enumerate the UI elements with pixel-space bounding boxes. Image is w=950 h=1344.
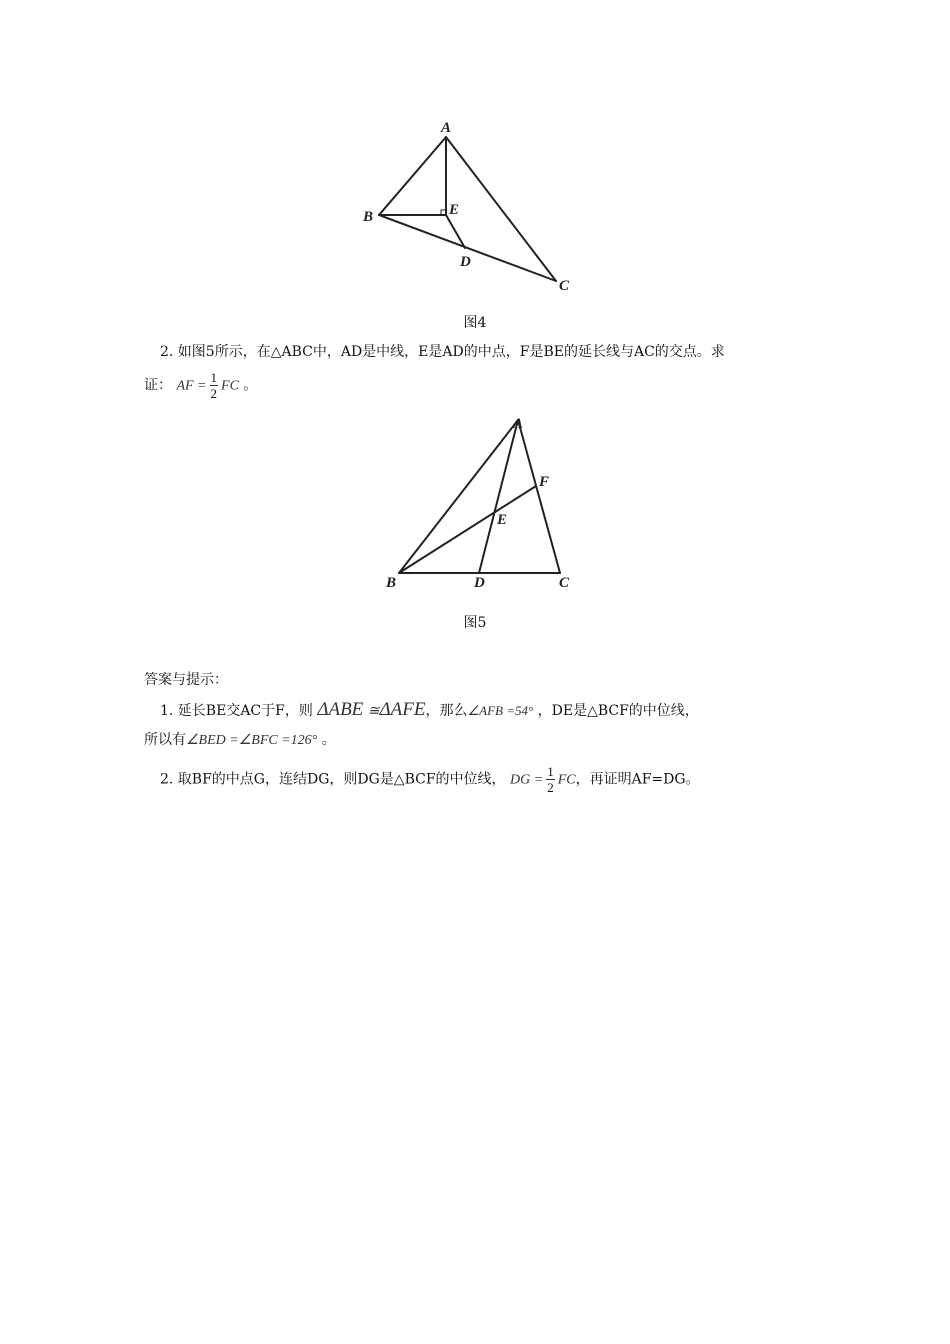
fig4-label-b: B	[363, 209, 374, 225]
fig4-label-d: D	[460, 254, 471, 270]
fig4-label-e: E	[449, 202, 460, 218]
claim-fraction	[210, 370, 219, 401]
fig5-segment-ac	[518, 420, 560, 573]
answer-2-fraction	[546, 764, 555, 795]
fig5-label-f: F	[539, 474, 550, 490]
fig4-segment-bc	[379, 215, 556, 281]
answers-heading: 答案与提示：	[144, 672, 228, 688]
answer-1-line-1	[160, 700, 699, 722]
fraction-denominator: 2	[547, 780, 554, 795]
answer-2-fc: FC	[557, 772, 576, 788]
answer-1-text-b: ，那么	[425, 703, 468, 719]
answer-1-text-d: 所以有	[144, 732, 186, 748]
problem-2-claim	[144, 370, 257, 401]
answer-1-triangle-afe: ΔAFE	[379, 699, 426, 720]
answer-2-line	[160, 764, 700, 795]
answer-1-text-a: 1. 延长BE交AC于F，则	[160, 703, 313, 719]
answer-1-text-e: 。	[321, 732, 336, 748]
fig5-label-e: E	[497, 512, 508, 528]
answer-2-dg: DG =	[510, 772, 544, 788]
figure-4-diagram	[355, 110, 585, 300]
answer-1-angle-afb: ∠AFB =54°	[467, 703, 534, 718]
answer-2-text-a: 2. 取BF的中点G，连结DG，则DG是△BCF的中位线，	[160, 771, 506, 788]
figure-5	[375, 408, 585, 594]
figure-5-caption: 图5	[463, 615, 487, 631]
fraction-numerator: 1	[210, 370, 218, 385]
answer-1-triangle-abe: ΔABE	[317, 699, 364, 720]
answer-1-text-c: ，DE是△BCF的中位线，	[537, 703, 699, 719]
claim-prefix: 证：	[144, 377, 172, 394]
fig5-segment-ab	[399, 420, 518, 573]
fig5-label-c: C	[559, 575, 570, 591]
fig5-segment-bf	[399, 486, 536, 573]
fig5-segment-ad	[479, 420, 518, 573]
fig5-label-d: D	[474, 575, 485, 591]
fraction-numerator: 1	[547, 764, 554, 779]
claim-rhs: FC	[221, 378, 239, 394]
answer-1-line-2	[144, 730, 336, 751]
fig4-label-a: A	[441, 120, 452, 136]
fig5-label-b: B	[386, 575, 397, 591]
fig4-label-c: C	[559, 278, 570, 294]
problem-2-text: 2. 如图5所示，在△ABC中，AD是中线，E是AD的中点，F是BE的延长线与AC的交点。求	[160, 344, 725, 360]
figure-4	[355, 110, 585, 300]
answer-1-angle-bed: ∠BED =∠BFC =126°	[186, 733, 318, 748]
answer-2-text-b: ，再证明AF=DG。	[575, 771, 700, 788]
fraction-denominator: 2	[210, 386, 218, 401]
congruent-symbol: ≅	[367, 704, 380, 719]
figure-4-caption: 图4	[463, 315, 487, 331]
figure-5-diagram	[375, 408, 585, 594]
fig4-segment-ab	[379, 137, 446, 215]
fig5-label-a: A	[513, 416, 524, 432]
claim-lhs: AF =	[176, 378, 207, 394]
claim-end: 。	[243, 377, 258, 394]
